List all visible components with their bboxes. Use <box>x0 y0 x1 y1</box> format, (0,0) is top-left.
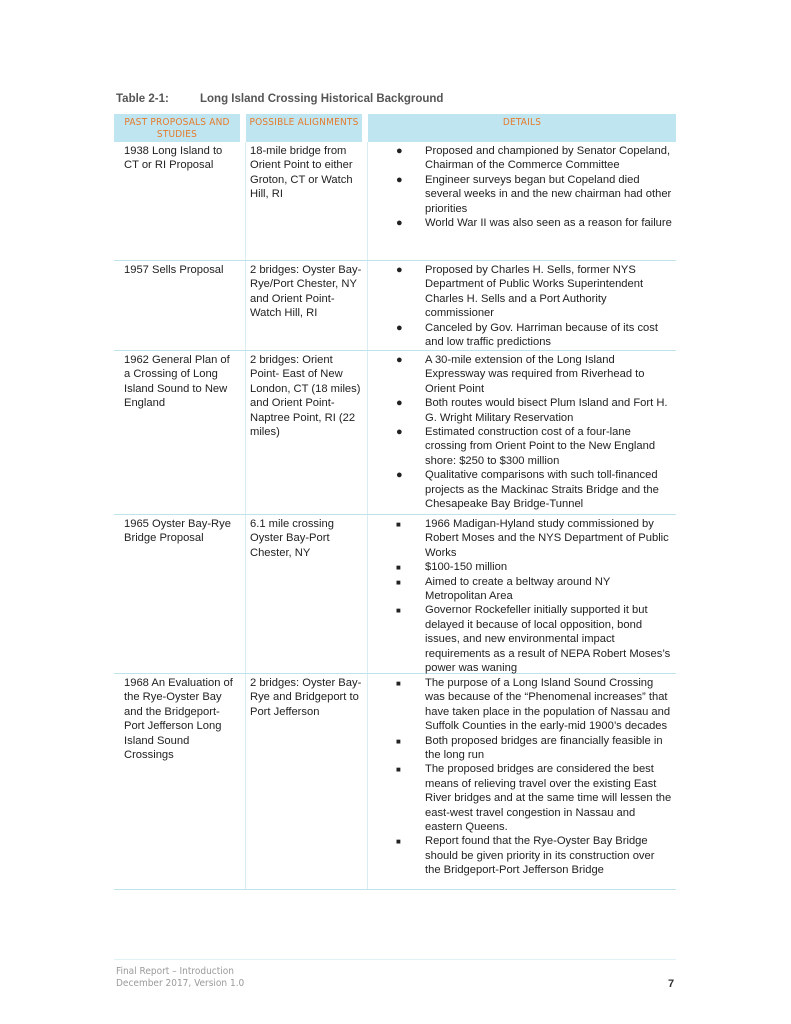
header-details: DETAILS <box>368 114 676 142</box>
bullet-square-icon: ■ <box>396 520 401 529</box>
bullet-square-icon: ■ <box>396 679 401 688</box>
details-list <box>368 144 672 230</box>
bullet-square-icon: ■ <box>396 606 401 616</box>
alignment-cell: 2 bridges: Oyster Bay-Rye and Bridgeport to Port Jefferson <box>246 674 368 889</box>
table-number: Table 2-1: <box>116 93 169 105</box>
bullet-dot-icon: ● <box>396 173 403 186</box>
list-item: ● Proposed and championed by Senator Copeland, Chairman of the Commerce Committee <box>396 145 671 172</box>
table-row <box>114 261 676 351</box>
proposal-cell: 1962 General Plan of a Crossing of Long Island Sound to New England <box>114 351 246 514</box>
table-row <box>114 515 676 674</box>
bullet-dot-icon: ● <box>396 321 403 334</box>
list-item: ■ The purpose of a Long Island Sound Crossing was because of the “Phenomenal increases” that have taken place in the population of Nassau and Suffolk Counties in the early-mid 1900’s decades <box>396 677 671 733</box>
proposal-cell: 1965 Oyster Bay-Rye Bridge Proposal <box>114 515 246 673</box>
list-item: ● Estimated construction cost of a four-lane crossing from Orient Point to the New England shore: $250 to $300 million <box>396 426 656 467</box>
table-row <box>114 142 676 261</box>
list-item: ■ Governor Rockefeller initially supported it but delayed it because of local opposition, bond issues, and new environmental impact requirements as a result of NEPA Robert Moses’s power was waning <box>396 604 671 675</box>
bullet-dot-icon: ● <box>396 354 403 366</box>
page-footer <box>116 966 244 990</box>
details-cell <box>368 351 676 514</box>
bullet-square-icon: ■ <box>396 736 401 746</box>
footer-version: December 2017, Version 1.0 <box>116 978 245 989</box>
details-cell <box>368 515 676 673</box>
list-item: ■ $100-150 million <box>368 560 672 574</box>
list-item: ■ 1966 Madigan-Hyland study commissioned by Robert Moses and the NYS Department of Public Works <box>396 518 669 559</box>
details-cell <box>368 142 676 260</box>
table-header <box>114 114 676 142</box>
bullet-square-icon: ■ <box>396 837 401 847</box>
list-item: ■ Both proposed bridges are financially feasible in the long run <box>396 734 663 762</box>
list-item: ● Proposed by Charles H. Sells, former NYS Department of Public Works Superintendent Charles H. Sells and a Port Authority commissioner <box>396 264 644 320</box>
header-past-proposals: PAST PROPOSALS AND STUDIES <box>114 114 240 142</box>
table-caption <box>116 93 443 105</box>
list-item: ● Qualitative comparisons with such toll-financed projects as the Mackinac Straits Bridge and the Chesapeake Bay Bridge-Tunnel <box>396 469 659 511</box>
table-title: Long Island Crossing Historical Background <box>200 93 444 105</box>
list-item: ■ Aimed to create a beltway around NY Metropolitan Area <box>396 575 611 603</box>
proposal-cell: 1968 An Evaluation of the Rye-Oyster Bay and the Bridgeport-Port Jefferson Long Island Sound Crossings <box>114 674 246 889</box>
page-number: 7 <box>668 978 675 990</box>
alignment-cell: 2 bridges: Orient Point- East of New London, CT (18 miles) and Orient Point-Naptree Point, RI (22 miles) <box>246 351 368 514</box>
details-list <box>368 353 672 511</box>
bullet-square-icon: ■ <box>396 563 401 573</box>
list-item: ■ The proposed bridges are considered the best means of relieving travel over the existing East River bridges and at the same time will lessen the east-west travel congestion in Nassau and eastern Queens. <box>396 763 672 834</box>
details-cell <box>368 674 676 889</box>
table-row <box>114 351 676 515</box>
alignment-cell: 2 bridges: Oyster Bay- Rye/Port Chester, NY and Orient Point-Watch Hill, RI <box>246 261 368 350</box>
alignment-cell: 6.1 mile crossing Oyster Bay-Port Chester, NY <box>246 515 368 673</box>
bullet-dot-icon: ● <box>396 145 403 157</box>
details-cell <box>368 261 676 350</box>
bullet-dot-icon: ● <box>396 397 403 410</box>
bullet-dot-icon: ● <box>396 264 403 276</box>
details-list <box>368 676 672 878</box>
list-item: ● Both routes would bisect Plum Island and Fort H. G. Wright Military Reservation <box>396 397 668 424</box>
list-item: ● A 30-mile extension of the Long Island Expressway was required from Riverhead to Orient Point <box>396 354 645 395</box>
list-item: ■ Report found that the Rye-Oyster Bay Bridge should be given priority in its construction over the Bridgeport-Port Jefferson Bridge <box>396 835 655 877</box>
bullet-dot-icon: ● <box>396 217 403 230</box>
bullet-square-icon: ■ <box>396 577 401 587</box>
bullet-dot-icon: ● <box>396 426 403 439</box>
proposal-cell: 1957 Sells Proposal <box>114 261 246 350</box>
bullet-dot-icon: ● <box>396 469 403 482</box>
proposal-cell: 1938 Long Island to CT or RI Proposal <box>114 142 246 260</box>
table-row <box>114 674 676 890</box>
list-item: ● World War II was also seen as a reason for failure <box>396 217 672 230</box>
list-item: ● Engineer surveys began but Copeland died several weeks in and the new chairman had other priorities <box>396 173 672 215</box>
bullet-square-icon: ■ <box>396 765 401 775</box>
footer-report-title: Final Report – Introduction <box>116 966 234 977</box>
details-list <box>368 517 672 675</box>
header-possible-alignments: POSSIBLE ALIGNMENTS <box>246 114 362 142</box>
details-list <box>368 263 672 349</box>
alignment-cell: 18-mile bridge from Orient Point to either Groton, CT or Watch Hill, RI <box>246 142 368 260</box>
history-table <box>114 114 676 890</box>
footer-divider <box>114 959 676 960</box>
list-item: ● Canceled by Gov. Harriman because of its cost and low traffic predictions <box>396 321 658 349</box>
